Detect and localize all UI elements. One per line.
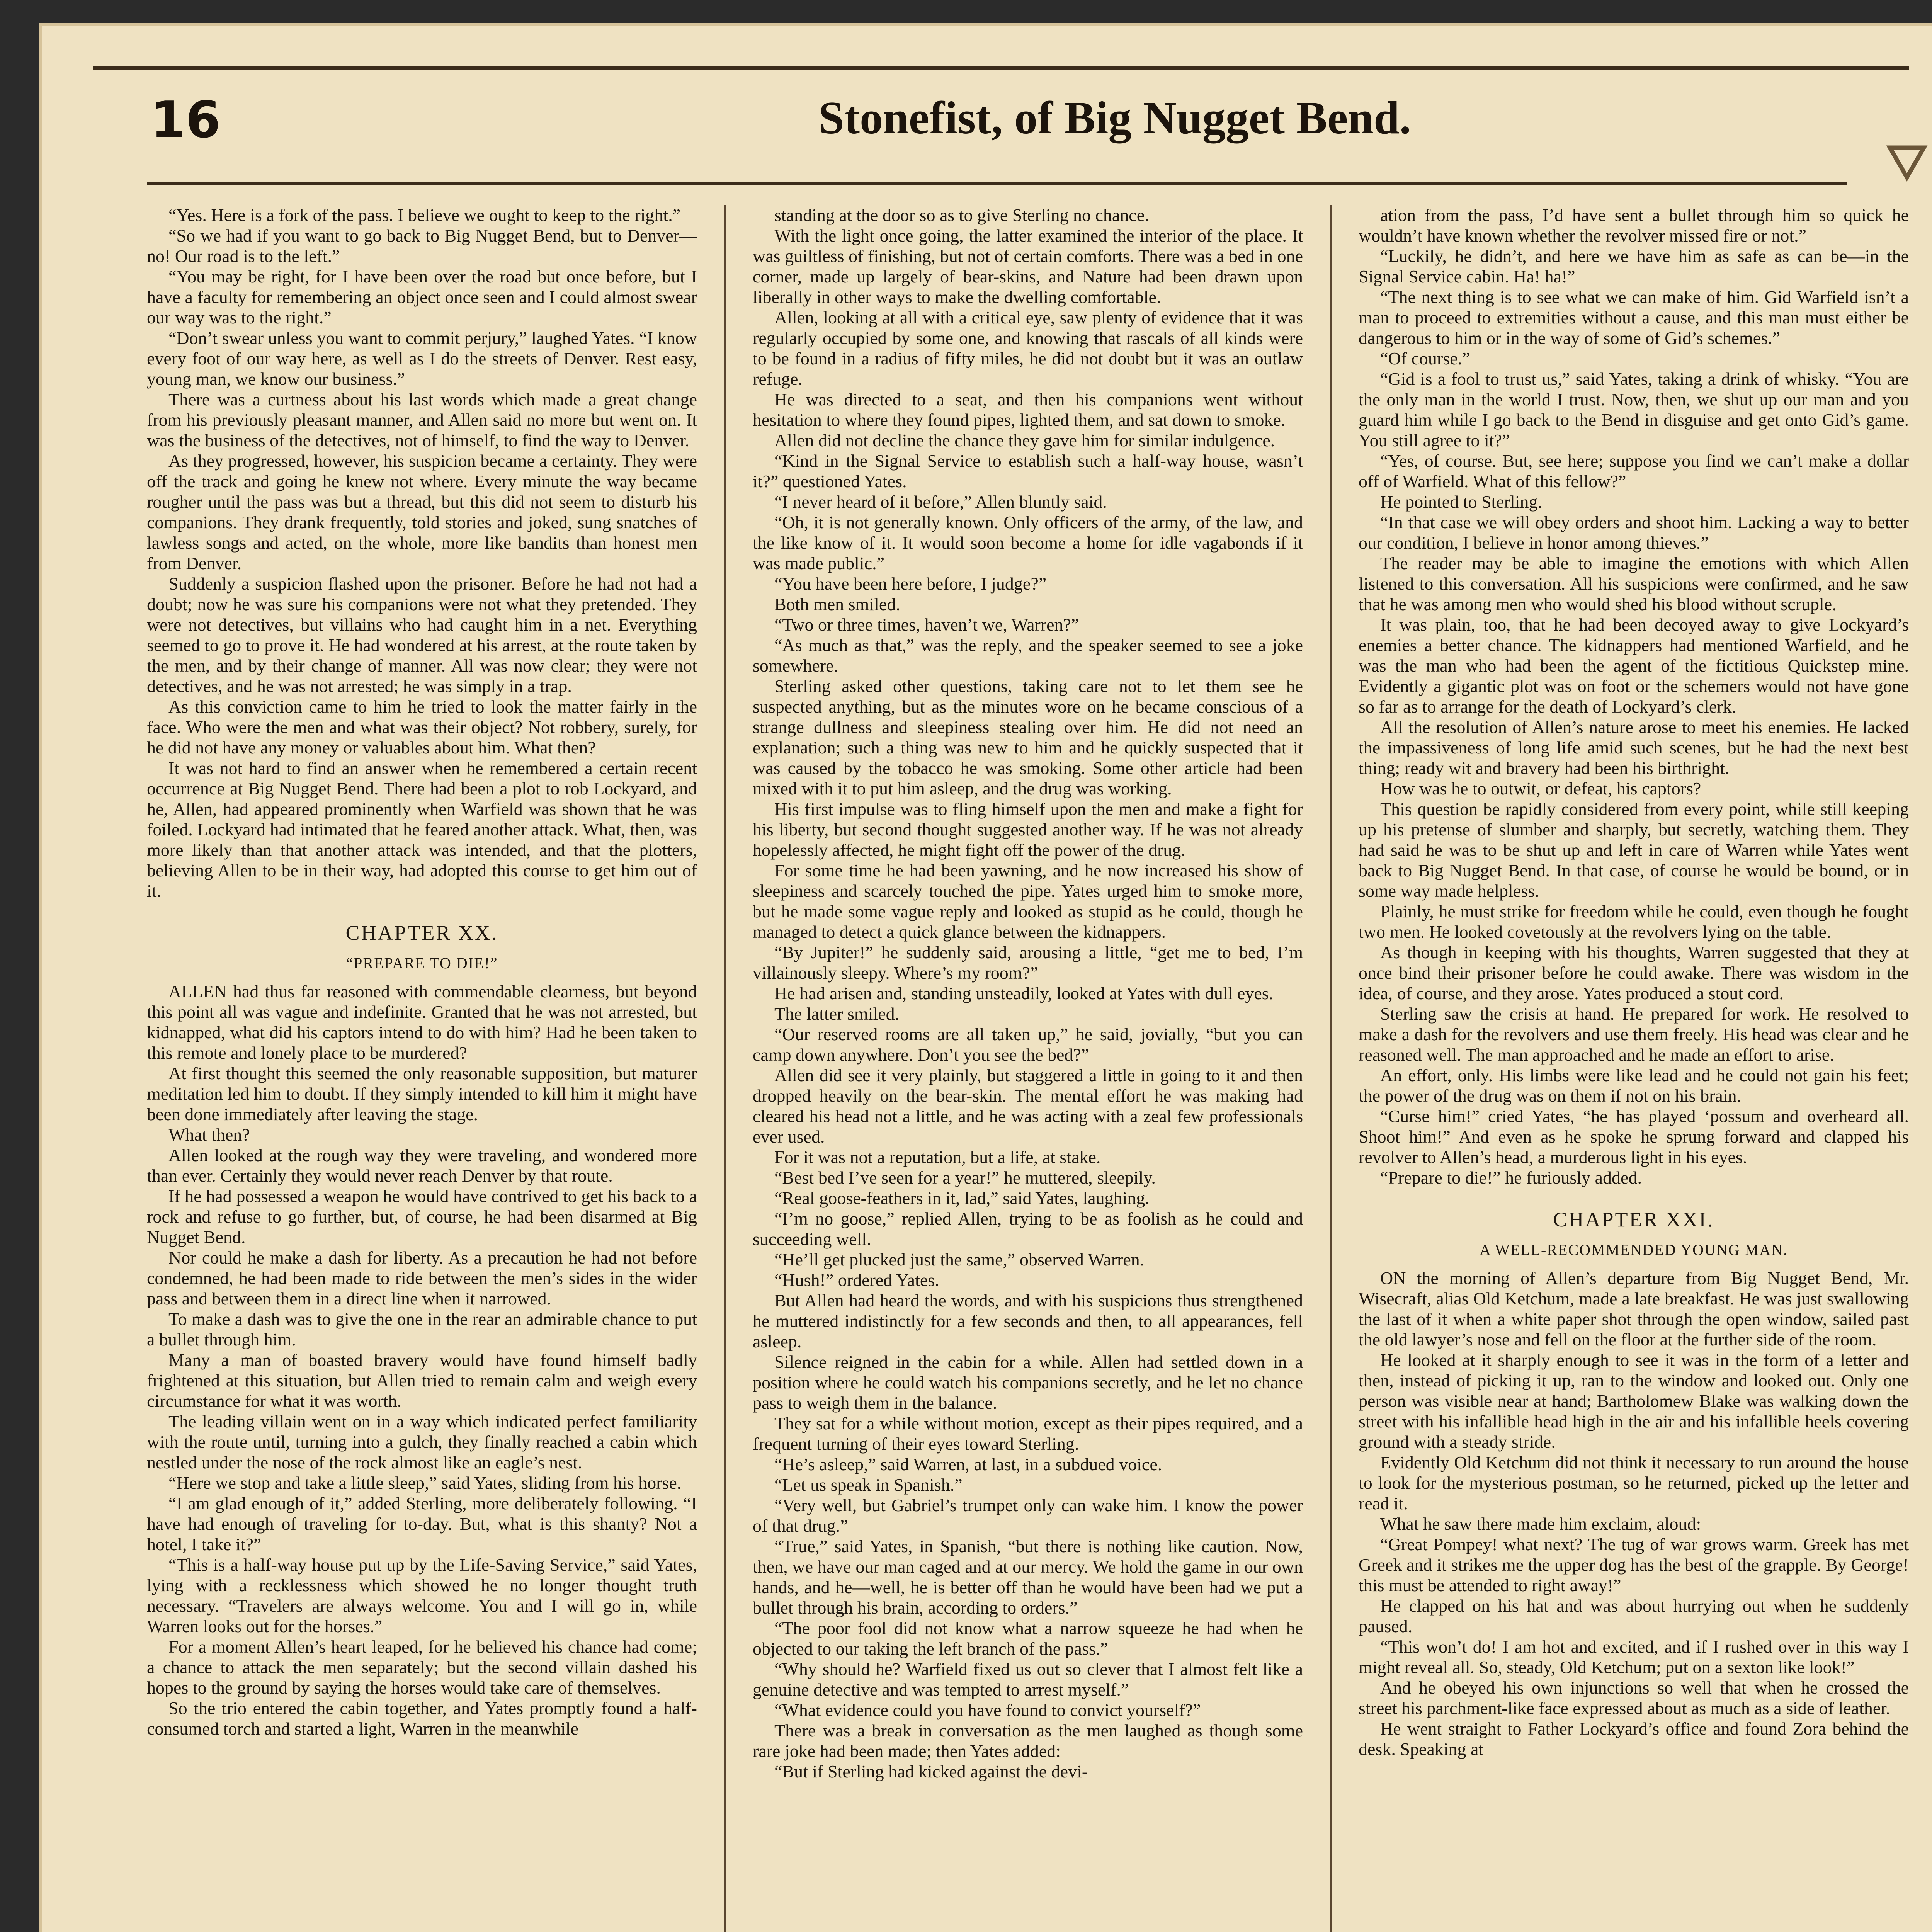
paragraph: The latter smiled.: [774, 1004, 900, 1024]
paragraph: “Don’t swear unless you want to commit perjury,” laughed Yates. “I know every foot of our way here, as well as I do the streets of Denver. Rest easy, young man, we know our business.”: [147, 328, 697, 389]
paragraph: “The poor fool did not know what a narrow squeeze he had when he objected to our taking the left branch of the pass.”: [753, 1618, 1303, 1658]
paragraph: But Allen had heard the words, and with his suspicions thus strengthened he muttered indistinctly for a few seconds and then, to all appearances, fell asleep.: [753, 1291, 1303, 1351]
paragraph: ALLEN had thus far reasoned with commendable clearness, but beyond this point all was vague and indefinite. Granted that he was not arrested, but kidnapped, what did his captors intend to do with him? Had he been taken to this remote and lonely place to be murdered?: [147, 981, 697, 1063]
paragraph: As though in keeping with his thoughts, Warren suggested that they at once bind their prisoner before he could awake. There was wisdom in the idea, of course, and they arose. Yates produced a stout cord.: [1359, 942, 1909, 1003]
paragraph: To make a dash was to give the one in the rear an admirable chance to put a bullet through him.: [147, 1309, 697, 1349]
paragraph: Plainly, he must strike for freedom while he could, even though he fought two men. He looked covetously at the revolvers lying on the table.: [1359, 901, 1909, 942]
paragraph: Suddenly a suspicion flashed upon the prisoner. Before he had not had a doubt; now he was sure his companions were not what they pretended. They were not detectives, but villains who had caught him in a net. Everything seemed to go to prove it. He had wondered at his arrest, at the route taken by the men, and by their change of manner. All was now clear; they were not detectives, and he was not arrested; he was simply in a trap.: [147, 574, 697, 696]
paragraph: “So we had if you want to go back to Big Nugget Bend, but to Denver—no! Our road is to the left.”: [147, 226, 697, 266]
paragraph: It was not hard to find an answer when he remembered a certain recent occurrence at Big Nugget Bend. There had been a plot to rob Lockyard, and he, Allen, had appeared prominently when Warfield was shown that he was foiled. Lockyard had intimated that he feared another attack. What, then, was more likely than that another attack was intended, and that the plotters, believing Allen to be in their way, had adopted this course to get him out of it.: [147, 758, 697, 901]
paragraph: “Kind in the Signal Service to establish such a half-way house, wasn’t it?” questioned Yates.: [753, 451, 1303, 491]
paragraph: What then?: [168, 1125, 250, 1145]
paragraph: “Prepare to die!” he furiously added.: [1380, 1168, 1642, 1187]
paragraph: “I never heard of it before,” Allen bluntly said.: [774, 492, 1107, 512]
paragraph: “Oh, it is not generally known. Only officers of the army, of the law, and the like know of it. It would soon become a home for idle vagabonds if it was made public.”: [753, 512, 1303, 573]
chapter-subtitle: A WELL-RECOMMENDED YOUNG MAN.: [1480, 1241, 1788, 1259]
paragraph: “Here we stop and take a little sleep,” said Yates, sliding from his horse.: [168, 1473, 682, 1493]
paragraph: All the resolution of Allen’s nature arose to meet his enemies. He lacked the impassiveness of long life amid such scenes, but he had the next best thing; ready wit and bravery had been his birthright.: [1359, 717, 1909, 778]
paragraph: “Yes. Here is a fork of the pass. I believe we ought to keep to the right.”: [168, 205, 681, 225]
paragraph: For a moment Allen’s heart leaped, for he believed his chance had come; a chance to attack the men separately; but the second villain dashed his hopes to the ground by saying the horses would take care of themselves.: [147, 1637, 697, 1697]
chapter-heading: CHAPTER XX.: [345, 921, 498, 944]
paragraph: “I’m no goose,” replied Allen, trying to be as foolish as he could and succeeding well.: [753, 1209, 1303, 1249]
paragraph: “You may be right, for I have been over the road but once before, but I have a faculty for remembering an object once seen and I could almost swear our way was to the right.”: [147, 267, 697, 327]
paragraph: Allen did not decline the chance they gave him for similar indulgence.: [774, 430, 1275, 450]
page-header: [151, 90, 1847, 184]
chapter-subtitle: “PREPARE TO DIE!”: [346, 954, 498, 972]
paragraph: What he saw there made him exclaim, aloud:: [1380, 1514, 1701, 1534]
paragraph: “In that case we will obey orders and shoot him. Lacking a way to better our condition, I believe in honor among thieves.”: [1359, 512, 1909, 553]
paragraph: Allen did see it very plainly, but staggered a little in going to it and then dropped heavily on the bear-skin. The mental effort he was making had cleared his head not a little, and he was acting with a zeal few professionals ever used.: [753, 1065, 1303, 1146]
paragraph: “Hush!” ordered Yates.: [774, 1270, 939, 1290]
paragraph: “You have been here before, I judge?”: [774, 574, 1047, 594]
paragraph: He clapped on his hat and was about hurrying out when he suddenly paused.: [1359, 1596, 1909, 1636]
paragraph: Allen, looking at all with a critical eye, saw plenty of evidence that it was regularly occupied by some one, and knowing that rascals of all kinds were to be found in a radius of fifty miles, he did not doubt but it was an outlaw refuge.: [753, 308, 1303, 389]
paragraph: If he had possessed a weapon he would have contrived to get his back to a rock and refuse to go further, but, of course, he had been disarmed at Big Nugget Bend.: [147, 1186, 697, 1247]
paragraph: “Best bed I’ve seen for a year!” he muttered, sleepily.: [774, 1168, 1156, 1187]
paragraph: He had arisen and, standing unsteadily, looked at Yates with dull eyes.: [774, 983, 1274, 1003]
paragraph: “As much as that,” was the reply, and the speaker seemed to see a joke somewhere.: [753, 635, 1303, 675]
paragraph: “This is a half-way house put up by the Life-Saving Service,” said Yates, lying with a recklessness which showed he no longer thought truth necessary. “Travelers are always welcome. You and I will go in, while Warren looks out for the horses.”: [147, 1555, 697, 1636]
paragraph: The leading villain went on in a way which indicated perfect familiarity with the route until, turning into a gulch, they finally reached a cabin which nestled under the nose of the rock almost like an eagle’s nest.: [147, 1412, 697, 1472]
paragraph: And he obeyed his own injunctions so well that when he crossed the street his parchment-like face expressed about as much as a side of leather.: [1359, 1678, 1909, 1718]
paragraph: “True,” said Yates, in Spanish, “but there is nothing like caution. Now, then, we have our man caged and at our mercy. We hold the game in our own hands, and he—well, he is better off than he would have been had we put a bullet through his brain, according to orders.”: [753, 1536, 1303, 1617]
column-2: [753, 205, 1303, 1932]
paragraph: Nor could he make a dash for liberty. As a precaution he had not before condemned, he had been made to ride between the men’s sides in the wider pass and between them in a direct line when it narrowed.: [147, 1248, 697, 1308]
article-columns: [147, 205, 1909, 1932]
newspaper-page: [39, 23, 1932, 1932]
paragraph: “I am glad enough of it,” added Sterling, more deliberately following. “I have had enough of traveling for to-day. But, what is this shanty? Not a hotel, I take it?”: [147, 1493, 697, 1554]
paragraph: They sat for a while without motion, except as their pipes required, and a frequent turning of their eyes toward Sterling.: [753, 1413, 1303, 1454]
paragraph: “The next thing is to see what we can make of him. Gid Warfield isn’t a man to proceed to extremities without a cause, and this man must either be dangerous to him or in the way of some of Gid’s schemes.”: [1359, 287, 1909, 348]
paragraph: “Curse him!” cried Yates, “he has played ‘possum and overheard all. Shoot him!” And even as he spoke he sprung forward and clapped his revolver to Allen’s head, a murderous light in his eyes.: [1359, 1106, 1909, 1167]
paragraph: He looked at it sharply enough to see it was in the form of a letter and then, instead of picking it up, ran to the window and looked out. Only one person was visible near at hand; Bartholomew Blake was walking down the street with his infallible head high in the air and his infallible heels covering ground with a steady stride.: [1359, 1350, 1909, 1452]
paragraph: So the trio entered the cabin together, and Yates promptly found a half-consumed torch and started a light, Warren in the meanwhile: [147, 1698, 697, 1738]
paragraph: This question be rapidly considered from every point, while still keeping up his pretense of slumber and sharply, but secretly, watching them. They had said he was to be shut up and left in care of Warren while Yates went back to Big Nugget Bend. In that case, of course he would be bound, or in some way made helpless.: [1359, 799, 1909, 901]
paragraph: An effort, only. His limbs were like lead and he could not gain his feet; the power of the drug was on them if not on his brain.: [1359, 1065, 1909, 1105]
paragraph: The reader may be able to imagine the emotions with which Allen listened to this conversation. All his suspicions were confirmed, and he saw that he was among men who would shed his blood without scruple.: [1359, 553, 1909, 614]
paragraph: How was he to outwit, or defeat, his captors?: [1380, 779, 1701, 798]
paragraph: “This won’t do! I am hot and excited, and if I rushed over in this way I might reveal all. So, steady, Old Ketchum; put on a sexton like look!”: [1359, 1637, 1909, 1677]
paragraph: “Of course.”: [1380, 349, 1470, 368]
paragraph: With the light once going, the latter examined the interior of the place. It was guiltless of finishing, but not of certain comforts. There was a bed in one corner, made up largely of bear-skins, and Nature had been drawn upon liberally in other ways to make the dwelling comfortable.: [753, 226, 1303, 307]
paragraph: There was a curtness about his last words which made a great change from his previously pleasant manner, and Allen said no more but went on. It was the business of the detectives, not of himself, to find the way to Denver.: [147, 389, 697, 450]
paragraph: “Great Pompey! what next? The tug of war grows warm. Greek has met Greek and it strikes me the upper dog has the best of the grapple. By George! this must be attended to right away!”: [1359, 1534, 1909, 1595]
running-title: Stonefist, of Big Nugget Bend.: [818, 92, 1411, 143]
paragraph: “Why should he? Warfield fixed us out so clever that I almost felt like a genuine detective and was tempted to arrest myself.”: [753, 1659, 1303, 1699]
paragraph: Sterling saw the crisis at hand. He prepared for work. He resolved to make a dash for the revolvers and use them freely. His head was clear and he reasoned well. The man approached and he made an effort to arise.: [1359, 1004, 1909, 1065]
paragraph: His first impulse was to fling himself upon the men and make a fight for his liberty, but second thought suggested another way. If he was not already hopelessly affected, he might fight off the power of the drug.: [753, 799, 1303, 860]
paragraph: “He’s asleep,” said Warren, at last, in a subdued voice.: [774, 1454, 1162, 1474]
paragraph: standing at the door so as to give Sterling no chance.: [774, 205, 1149, 225]
paragraph: “Very well, but Gabriel’s trumpet only can wake him. I know the power of that drug.”: [753, 1495, 1303, 1536]
paragraph: “Yes, of course. But, see here; suppose you find we can’t make a dollar off of Warfield. What of this fellow?”: [1359, 451, 1909, 491]
paragraph: “Luckily, he didn’t, and here we have him as safe as can be—in the Signal Service cabin. Ha! ha!”: [1359, 246, 1909, 286]
chapter-heading: CHAPTER XXI.: [1553, 1208, 1714, 1231]
paragraph: “Real goose-feathers in it, lad,” said Yates, laughing.: [774, 1188, 1150, 1208]
paragraph: ON the morning of Allen’s departure from Big Nugget Bend, Mr. Wisecraft, alias Old Ketchum, made a late breakfast. He was just swallowing the last of it when a white paper shot through the open window, sailed past the old lawyer’s nose and fell on the floor at the further side of the room.: [1359, 1268, 1909, 1349]
paragraph: “Gid is a fool to trust us,” said Yates, taking a drink of whisky. “You are the only man in the world I trust. Now, then, we shut up our man and you guard him while I go back to the Bend in disguise and get onto Gid’s game. You still agree to it?”: [1359, 369, 1909, 450]
page-number: 16: [151, 90, 221, 149]
paragraph: It was plain, too, that he had been decoyed away to give Lockyard’s enemies a better chance. The kidnappers had mentioned Warfield, and he was the man who had been the agent of the fictitious Quickstep mine. Evidently a gigantic plot was on foot or the schemers would not have gone so far as to arrange for the death of Lockyard’s clerk.: [1359, 615, 1909, 716]
binding-mark-icon: [1886, 139, 1928, 182]
paragraph: “Two or three times, haven’t we, Warren?”: [774, 615, 1079, 634]
column-rule: [724, 205, 726, 1932]
paragraph: Evidently Old Ketchum did not think it necessary to run around the house to look for the mysterious postman, so he returned, picked up the letter and read it.: [1359, 1452, 1909, 1513]
paragraph: He was directed to a seat, and then his companions went without hesitation to where they found pipes, lighted them, and sat down to smoke.: [753, 389, 1303, 430]
top-rule: [93, 66, 1909, 70]
column-1: [147, 205, 697, 1932]
paragraph: For some time he had been yawning, and he now increased his show of sleepiness and scarcely touched the pipe. Yates urged him to smoke more, but he made some vague reply and looked as stupid as he could, though he managed to detect a quick glance between the kidnappers.: [753, 861, 1303, 942]
paragraph: “He’ll get plucked just the same,” observed Warren.: [774, 1250, 1145, 1269]
paragraph: Silence reigned in the cabin for a while. Allen had settled down in a position where he could watch his companions secretly, and he let no chance pass to weigh them in the balance.: [753, 1352, 1303, 1413]
paragraph: For it was not a reputation, but a life, at stake.: [774, 1147, 1101, 1167]
paragraph: Allen looked at the rough way they were traveling, and wondered more than ever. Certainly they would never reach Denver by that route.: [147, 1145, 697, 1185]
paragraph: As they progressed, however, his suspicion became a certainty. They were off the track and going he knew not where. Every minute the way became rougher until the pass was but a thread, but this did not seem to disturb his companions. They drank frequently, told stories and joked, sung snatches of lawless songs and acted, on the whole, more like bandits than honest men from Denver.: [147, 451, 697, 573]
paragraph: At first thought this seemed the only reasonable supposition, but maturer meditation led him to doubt. If they simply intended to kill him it might have been done immediately after leaving the stage.: [147, 1063, 697, 1124]
header-rule: [147, 182, 1847, 185]
paragraph: “What evidence could you have found to convict yourself?”: [774, 1700, 1201, 1720]
paragraph: Both men smiled.: [774, 594, 900, 614]
column-rule: [1330, 205, 1332, 1932]
paragraph: As this conviction came to him he tried to look the matter fairly in the face. Who were the men and what was their object? Not robbery, surely, for he did not have any money or valuables about him. What then?: [147, 697, 697, 757]
paragraph: ation from the pass, I’d have sent a bullet through him so quick he wouldn’t have known whether the revolver missed fire or not.”: [1359, 205, 1909, 245]
paragraph: “Our reserved rooms are all taken up,” he said, jovially, “but you can camp down anywhere. Don’t you see the bed?”: [753, 1024, 1303, 1065]
paragraph: “By Jupiter!” he suddenly said, arousing a little, “get me to bed, I’m villainously sleepy. Where’s my room?”: [753, 942, 1303, 983]
paragraph: Sterling asked other questions, taking care not to let them see he suspected anything, but as the minutes wore on he became conscious of a strange dullness and sleepiness stealing over him. He did not need an explanation; such a thing was new to him and he quickly suspected that it was caused by the tobacco he was smoking. Some other article had been mixed with it to put him asleep, and the drug was working.: [753, 676, 1303, 798]
paragraph: He went straight to Father Lockyard’s office and found Zora behind the desk. Speaking at: [1359, 1719, 1909, 1759]
column-3: [1359, 205, 1909, 1932]
paragraph: There was a break in conversation as the men laughed as though some rare joke had been made; then Yates added:: [753, 1721, 1303, 1761]
paragraph: Many a man of boasted bravery would have found himself badly frightened at this situation, but Allen tried to remain calm and weigh every circumstance for what it was worth.: [147, 1350, 697, 1411]
paragraph: “Let us speak in Spanish.”: [774, 1475, 963, 1495]
paragraph: He pointed to Sterling.: [1380, 492, 1543, 512]
paragraph: “But if Sterling had kicked against the devi-: [774, 1762, 1088, 1781]
